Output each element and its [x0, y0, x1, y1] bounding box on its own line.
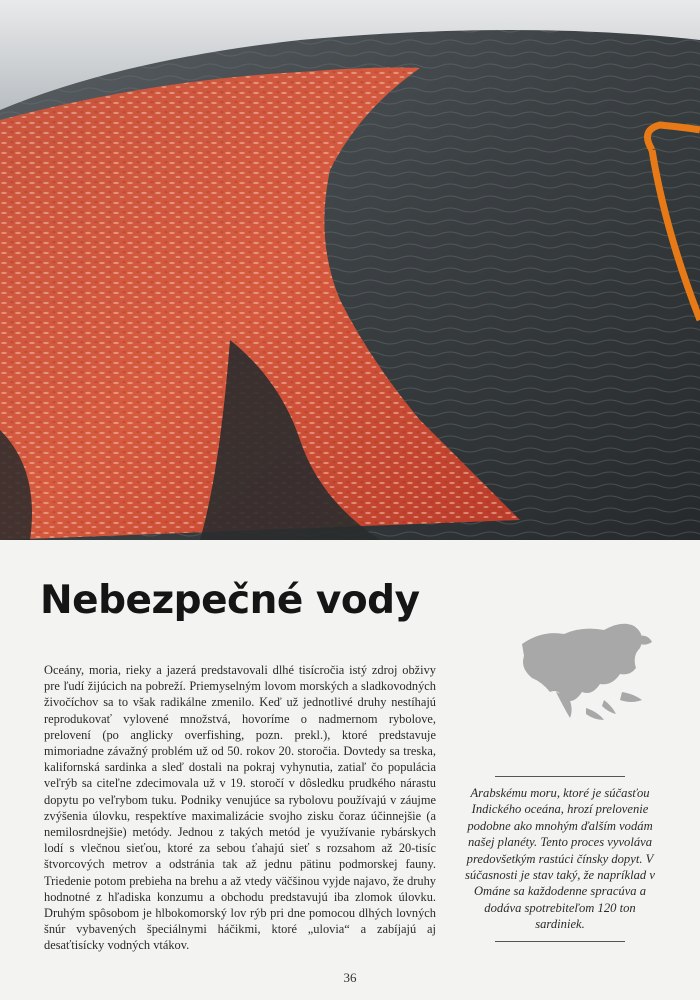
asia-map-illustration	[512, 596, 662, 726]
article-title: Nebezpečné vody	[40, 578, 420, 623]
caption-bottom-divider	[495, 941, 625, 942]
sidebar-caption: Arabskému moru, ktoré je súčasťou Indického oceána, hrozí prelovenie podobne ako mnohým ďalším vodám našej planéty. Tento proces vyvoláva predovšetkým rastúci čínsky dopyt. V súčasnosti je stav taký, že napríklad v Ománe sa každodenne spracúva a dodáva spotrebiteľom 120 ton sardiniek.	[465, 786, 655, 932]
caption-top-divider	[495, 776, 625, 777]
asia-map-icon	[512, 596, 662, 726]
page-number: 36	[343, 970, 357, 985]
sidebar-caption-box	[458, 776, 662, 942]
article-body: Oceány, moria, rieky a jazerá predstavovali dlhé tisícročia istý zdroj obživy pre ľudí žijúcich na pobreží. Priemyselným lovom morských a sladkovodných živočíchov sa to však radikálne zmenilo. Keď už jednotlivé druhy nestíhajú reprodukovať vylovené množstvá, hovoríme o nadmernom rybolove, prelovení (po anglicky overfishing, pozn. prekl.), ktoré predstavuje mimoriadne závažný problém už od 50. rokov 20. storočia. Dovtedy sa treska, kalifornská sardinka a sleď dostali na pokraj vyhynutia, zatiaľ čo populácia veľrýb sa citeľne zdecimovala už v 19. storočí v dôsledku prudkého nárastu dopytu po veľrybom tuku. Podniky venujúce sa rybolovu používajú v záujme zvýšenia úlovku, respektíve maximalizácie svojho zisku čoraz účinnejšie (a nemilosrdnejšie) metódy. Jednou z takých metód je využívanie rybárskych lodí s vlečnou sieťou, ktoré za sebou ťahajú sieť s rozsahom až 20-tisíc štvorcových metrov a odstránia tak až jednu pätinu podmorskej fauny. Triedenie potom prebieha na brehu a až vtedy väčšinou vyjde najavo, že druhy hodnotné z hľadiska konzumu a obchodu predstavujú iba zlomok úlovku. Druhým spôsobom je hlbokomorský lov rýb pri dne pomocou dlhých lovných šnúr vybavených špeciálnymi háčikmi, ktoré „ulovia“ a zabíjajú aj desaťtisícky vodných vtákov.	[44, 663, 436, 953]
